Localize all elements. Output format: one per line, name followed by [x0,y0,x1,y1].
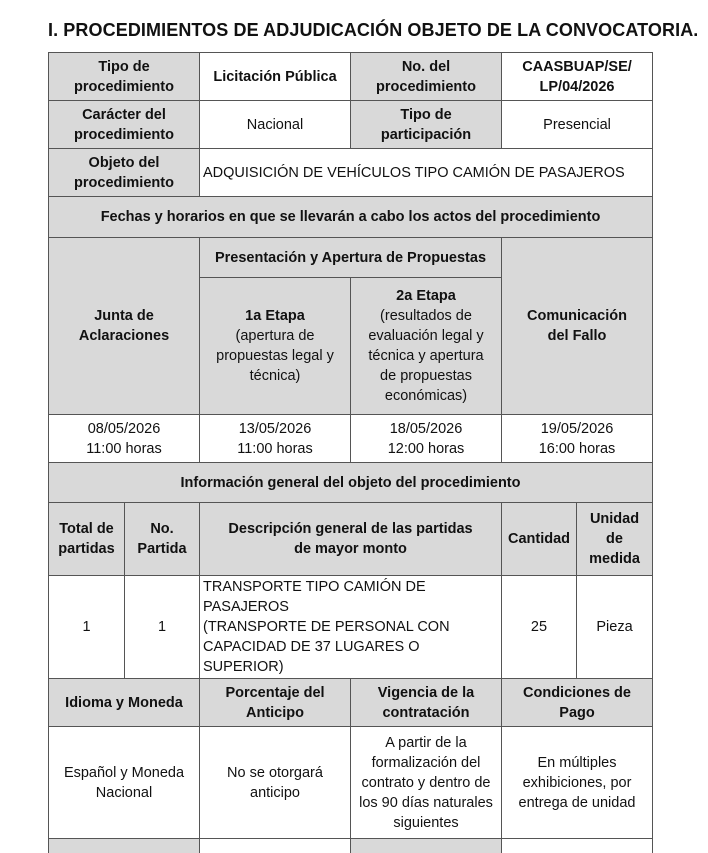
segunda-etapa-header: 2a Etapa (resultados de evaluación legal y técnica y apertura de propuestas económicas) [351,278,502,415]
objeto-procedimiento-value: ADQUISICIÓN DE VEHÍCULOS TIPO CAMIÓN DE PASAJEROS [200,149,653,197]
vigencia-contratacion-header: Vigencia de la contratación [351,679,502,727]
next-row-cell [502,839,653,853]
segunda-etapa-datetime: 18/05/2026 12:00 horas [351,415,502,463]
objeto-procedimiento-label: Objeto del procedimiento [49,149,200,197]
tipo-procedimiento-label: Tipo de procedimiento [49,53,200,101]
descripcion-partidas-header: Descripción general de las partidas de mayor monto [200,503,502,576]
comunicacion-fallo-header: Comunicación del Fallo [502,238,653,415]
descripcion-partidas-value: TRANSPORTE TIPO CAMIÓN DE PASAJEROS (TRANSPORTE DE PERSONAL CON CAPACIDAD DE 37 LUGARES O SUPERIOR) [200,576,502,679]
fechas-section-title: Fechas y horarios en que se llevarán a cabo los actos del procedimiento [49,197,653,238]
unidad-medida-header: Unidad de medida [577,503,653,576]
caracter-procedimiento-value: Nacional [200,101,351,149]
porcentaje-anticipo-value: No se otorgará anticipo [200,727,351,839]
next-row-cell [351,839,502,853]
presentacion-apertura-header: Presentación y Apertura de Propuestas [200,238,502,278]
total-partidas-header: Total de partidas [49,503,125,576]
total-partidas-value: 1 [49,576,125,679]
no-procedimiento-label: No. del procedimiento [351,53,502,101]
idioma-moneda-value: Español y Moneda Nacional [49,727,200,839]
vigencia-contratacion-value: A partir de la formalización del contrato y dentro de los 90 días naturales siguientes [351,727,502,839]
comunicacion-fallo-datetime: 19/05/2026 16:00 horas [502,415,653,463]
convocatoria-table [48,52,653,853]
porcentaje-anticipo-header: Porcentaje del Anticipo [200,679,351,727]
junta-aclaraciones-header: Junta de Aclaraciones [49,238,200,415]
tipo-participacion-value: Presencial [502,101,653,149]
next-row-cell [200,839,351,853]
tipo-procedimiento-value: Licitación Pública [200,53,351,101]
idioma-moneda-header: Idioma y Moneda [49,679,200,727]
no-procedimiento-value: CAASBUAP/SE/ LP/04/2026 [502,53,653,101]
condiciones-pago-header: Condiciones de Pago [502,679,653,727]
next-row-cell [49,839,200,853]
condiciones-pago-value: En múltiples exhibiciones, por entrega de unidad [502,727,653,839]
cantidad-value: 25 [502,576,577,679]
junta-aclaraciones-datetime: 08/05/2026 11:00 horas [49,415,200,463]
no-partida-value: 1 [125,576,200,679]
primera-etapa-header: 1a Etapa (apertura de propuestas legal y técnica) [200,278,351,415]
caracter-procedimiento-label: Carácter del procedimiento [49,101,200,149]
tipo-participacion-label: Tipo de participación [351,101,502,149]
section-heading: I. PROCEDIMIENTOS DE ADJUDICACIÓN OBJETO DE LA CONVOCATORIA. [48,20,699,40]
primera-etapa-datetime: 13/05/2026 11:00 horas [200,415,351,463]
info-section-title: Información general del objeto del procedimiento [49,463,653,503]
unidad-medida-value: Pieza [577,576,653,679]
cantidad-header: Cantidad [502,503,577,576]
no-partida-header: No. Partida [125,503,200,576]
